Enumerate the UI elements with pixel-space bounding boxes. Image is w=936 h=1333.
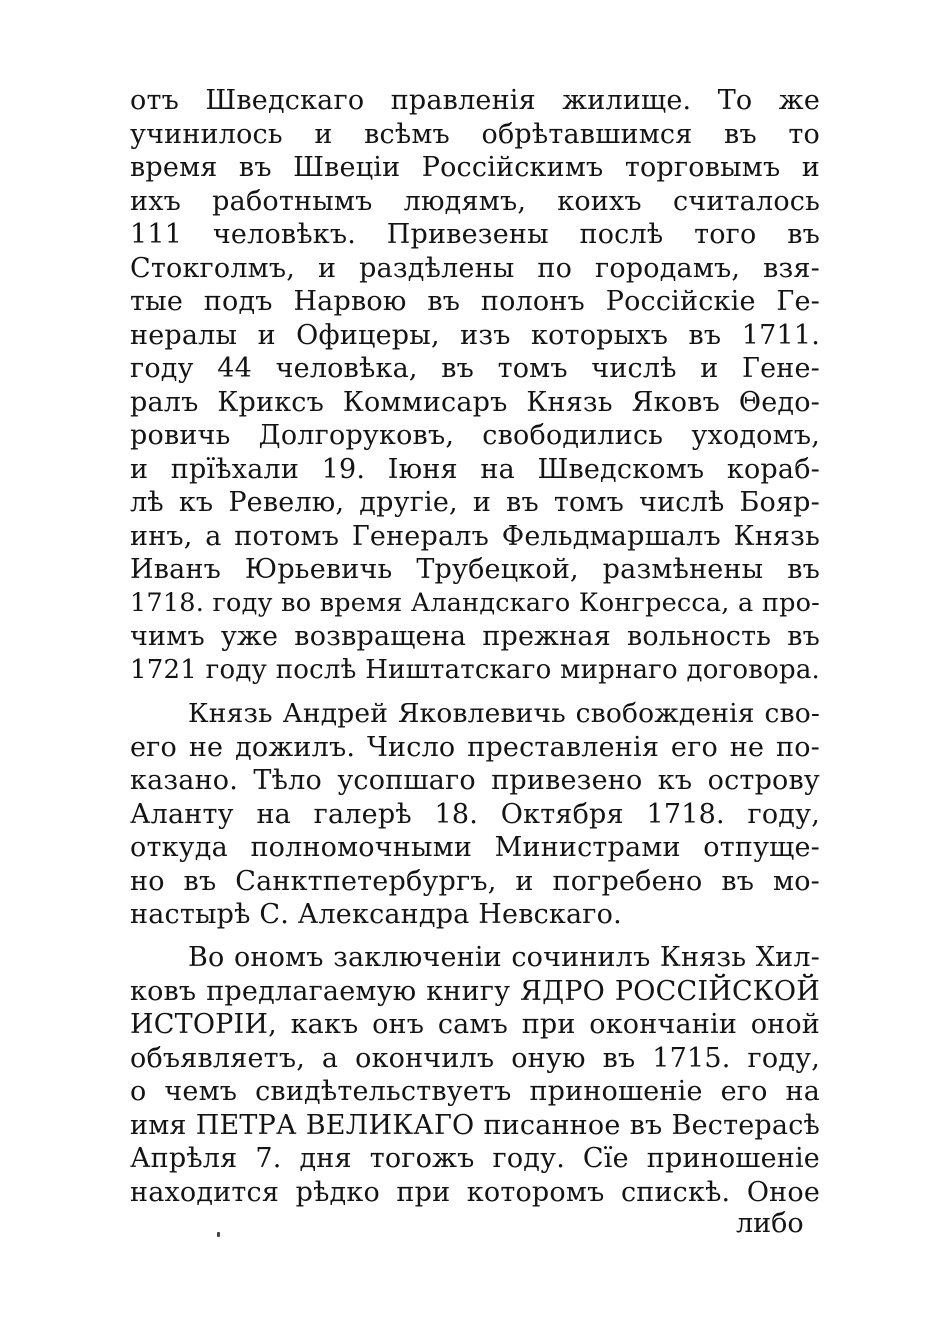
text-line: Князь Андрей Яковлевичь свобожденія сво-: [188, 698, 820, 729]
text-line: время въ Швеціи Россійскимъ торговымъ и: [130, 152, 820, 183]
text-line: отъ Шведскаго правленія жилище. То же: [130, 85, 820, 116]
text-line: 1718. году во время Аландскаго Конгресса, а про-: [130, 587, 820, 618]
text-line: ковъ предлагаемую книгу ЯДРО РОССІЙСКОЙ: [130, 975, 820, 1007]
text-line: Иванъ Юрьевичь Трубецкой, размѣнены въ: [130, 554, 820, 585]
text-line: тые подъ Нарвою въ полонъ Россійскіе Ге-: [130, 286, 820, 317]
text-line: ИСТОРІИ, какъ онъ самъ при окончаніи оной: [130, 1009, 820, 1040]
text-line: откуда полномочными Министрами отпуще-: [130, 832, 820, 863]
text-line: Апрѣля 7. дня тогожъ году. Сїе приношеніе: [130, 1143, 820, 1174]
text-line: учинилось и всѣмъ обрѣтавшимся въ то: [130, 118, 820, 150]
text-line: но въ Санктпетербургъ, и погребено въ мо-: [130, 865, 820, 897]
text-line: лѣ къ Ревелю, другіе, и въ томъ числѣ Бояр-: [130, 487, 820, 518]
text-line: ихъ работнымъ людямъ, коихъ считалось: [130, 185, 820, 217]
text-line: 111 человѣкъ. Привезены послѣ того въ: [130, 219, 820, 250]
text-line: Стокголмъ, и раздѣлены по городамъ, взя-: [130, 252, 820, 284]
paragraph-2: [130, 697, 820, 932]
text-line: нералы и Офицеры, изъ которыхъ въ 1711.: [130, 319, 820, 351]
text-line: Аланту на галерѣ 18. Октября 1718. году,: [130, 798, 820, 830]
text-line: имя ПЕТРА ВЕЛИКАГО писанное въ Вестерасѣ: [130, 1109, 820, 1141]
paragraph-1: [130, 84, 820, 687]
text-line: инъ, а потомъ Генералъ Фельдмаршалъ Князь: [130, 520, 820, 552]
text-line: и прїѣхали 19. Іюня на Шведскомъ кораб-: [130, 453, 820, 485]
text-line: ровичь Долгоруковъ, свободились уходомъ,: [130, 420, 820, 451]
ink-speck: [217, 1232, 220, 1237]
text-line: о чемъ свидѣтельствуетъ приношеніе его на: [130, 1076, 820, 1107]
catchword: либо: [736, 1208, 804, 1239]
text-line: объявляетъ, а окончилъ оную въ 1715. году,: [130, 1042, 820, 1074]
paragraph-3: [130, 941, 820, 1209]
text-line: 1721 году послѣ Ништатскаго мирнаго договора.: [130, 654, 820, 685]
text-line: чимъ уже возвращена прежная вольность въ: [130, 621, 820, 652]
text-line: находится рѣдко при которомъ спискѣ. Оное: [130, 1176, 820, 1208]
text-line: ралъ Криксъ Коммисаръ Князь Яковъ Θедо-: [130, 386, 820, 418]
text-line: Во ономъ заключеніи сочинилъ Князь Хил-: [188, 942, 820, 973]
text-line: настырѣ С. Александра Невскаго.: [130, 899, 622, 930]
text-line: казано. Тѣло усопшаго привезено къ острову: [130, 765, 820, 796]
text-line: году 44 человѣка, въ томъ числѣ и Гене-: [130, 353, 820, 384]
text-line: его не дожилъ. Число преставленія его не по-: [130, 731, 820, 763]
